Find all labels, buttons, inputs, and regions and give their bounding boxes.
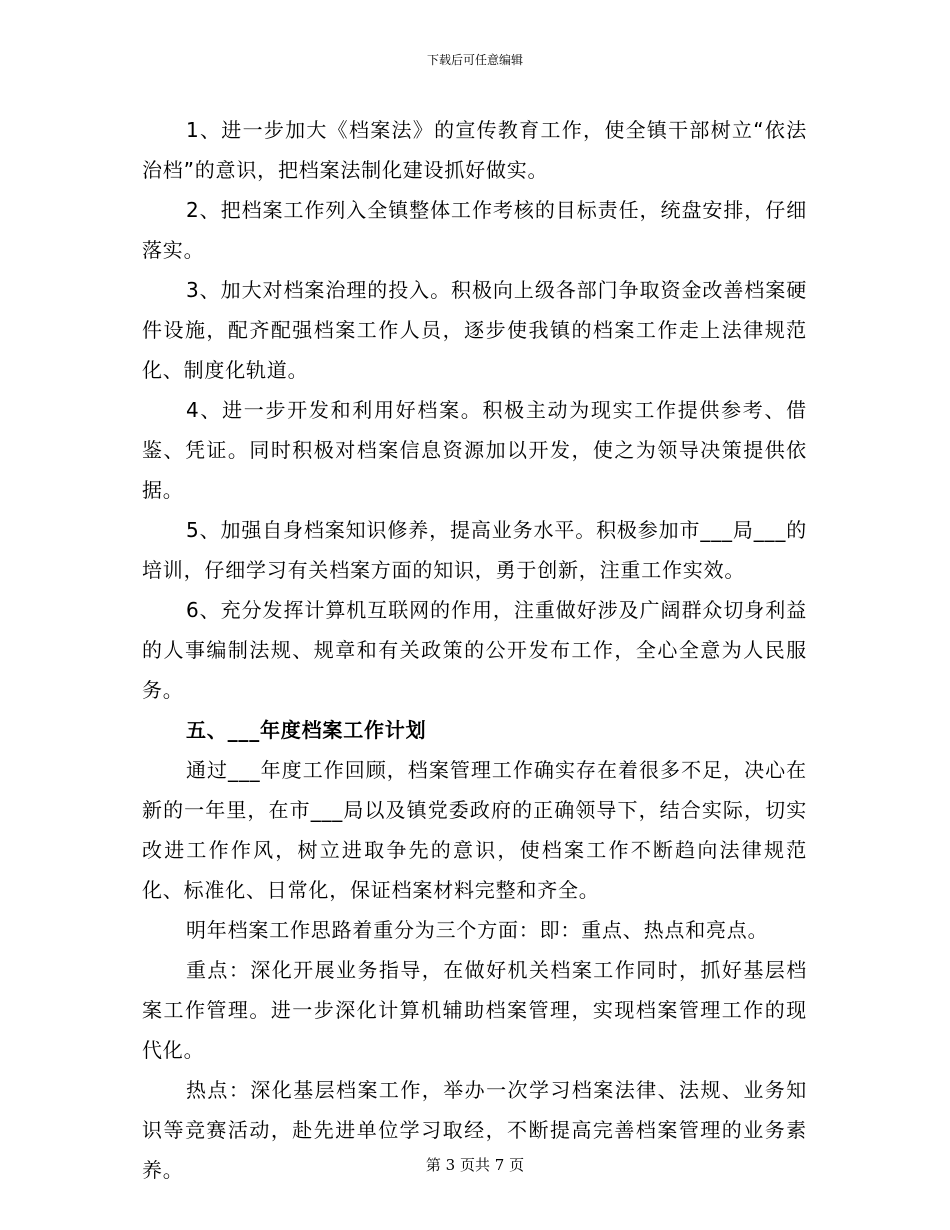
paragraph-key-point: 重点：深化开展业务指导，在做好机关档案工作同时，抓好基层档案工作管理。进一步深化计算机辅助档案管理，实现档案管理工作的现代化。 bbox=[142, 958, 807, 1062]
paragraph-item-6: 6、充分发挥计算机互联网的作用，注重做好涉及广阔群众切身利益的人事编制法规、规章和有关政策的公开发布工作，全心全意为人民服务。 bbox=[142, 598, 807, 702]
paragraph-plan-summary: 明年档案工作思路着重分为三个方面：即：重点、热点和亮点。 bbox=[186, 918, 769, 942]
paragraph-item-5: 5、加强自身档案知识修养，提高业务水平。积极参加市___局___的培训，仔细学习有关档案方面的知识，勇于创新，注重工作实效。 bbox=[142, 518, 807, 582]
page-header: 下载后可任意编辑 bbox=[426, 53, 523, 67]
document-body bbox=[142, 110, 807, 1190]
page-footer: 第 3 页共 7 页 bbox=[425, 1156, 525, 1174]
paragraph-hot-point: 热点：深化基层档案工作，举办一次学习档案法律、法规、业务知识等竞赛活动，赴先进单位学习取经，不断提高完善档案管理的业务素养。 bbox=[142, 1078, 807, 1182]
paragraph-item-4: 4、进一步开发和利用好档案。积极主动为现实工作提供参考、借鉴、凭证。同时积极对档案信息资源加以开发，使之为领导决策提供依据。 bbox=[142, 398, 807, 502]
paragraph-item-1: 1、进一步加大《档案法》的宣传教育工作，使全镇干部树立“依法治档”的意识，把档案法制化建设抓好做实。 bbox=[142, 118, 807, 182]
section-heading: 五、___年度档案工作计划 bbox=[186, 718, 427, 742]
paragraph-item-2: 2、把档案工作列入全镇整体工作考核的目标责任，统盘安排，仔细落实。 bbox=[142, 198, 807, 262]
paragraph-review: 通过___年度工作回顾，档案管理工作确实存在着很多不足，决心在新的一年里，在市___局以及镇党委政府的正确领导下，结合实际，切实改进工作作风，树立进取争先的意识，使档案工作不断趋向法律规范化、标准化、日常化，保证档案材料完整和齐全。 bbox=[142, 758, 807, 902]
paragraph-item-3: 3、加大对档案治理的投入。积极向上级各部门争取资金改善档案硬件设施，配齐配强档案工作人员，逐步使我镇的档案工作走上法律规范化、制度化轨道。 bbox=[142, 278, 807, 382]
